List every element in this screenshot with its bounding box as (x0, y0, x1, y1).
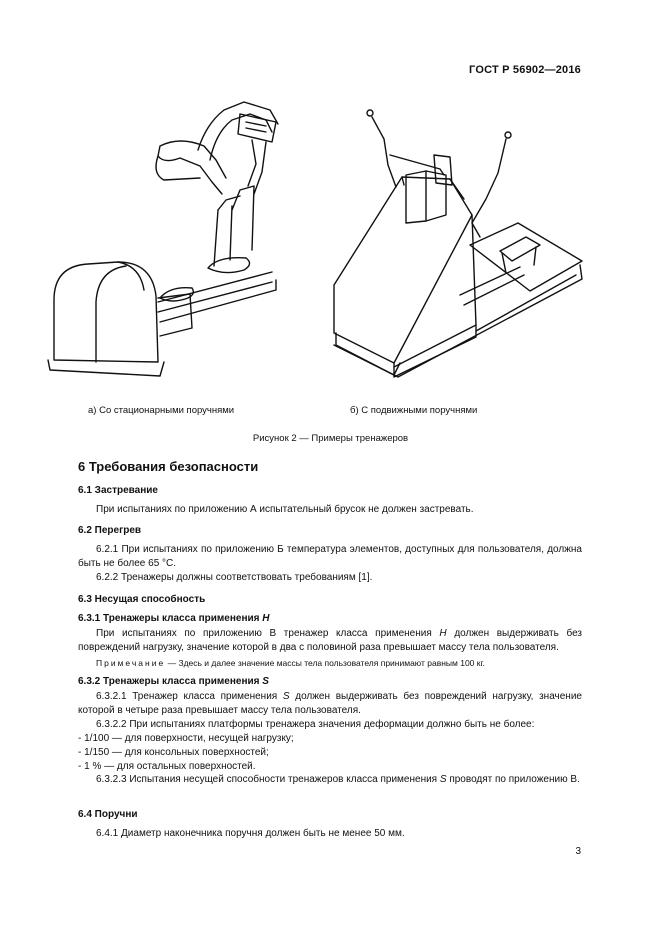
figure-stationary-handrails (40, 90, 300, 390)
standard-designation: ГОСТ Р 56902—2016 (469, 64, 581, 76)
page-number: 3 (575, 846, 581, 857)
pedal-rails (158, 272, 272, 312)
subsection-6-3-2-title: 6.3.2 Тренажеры класса применения S (78, 676, 269, 687)
paragraph-6-1: При испытаниях по приложению А испытательный брусок не должен застревать. (96, 504, 474, 515)
paragraph-6-3-2-1: 6.3.2.1 Тренажер класса применения S должен выдерживать без повреждений нагрузку, значение которой в четыре раза превышает массу тела пользователя. (78, 691, 582, 716)
column (214, 206, 232, 266)
paragraph-6-3-1: При испытаниях по приложению В тренажер класса применения H должен выдерживать без повреждений нагрузку, значение которой в два с половиной раза превышает массу тела пользователя. (78, 628, 583, 653)
caption-b: б) С подвижными поручнями (350, 405, 478, 416)
subsection-6-1-title: 6.1 Застревание (78, 485, 158, 496)
note: Примечание — Здесь и далее значение массы тела пользователя принимают равным 100 кг. (96, 658, 485, 668)
console (406, 171, 426, 223)
paragraph-6-3-2-3: 6.3.2.3 Испытания несущей способности тренажеров класса применения S проводят по приложению В. (96, 774, 580, 785)
list-item: - 1/100 — для поверхности, несущей нагрузку; (78, 733, 294, 744)
flywheel-housing (54, 262, 158, 362)
subsection-6-4-title: 6.4 Поручни (78, 809, 138, 820)
figure-movable-handrails (330, 105, 590, 395)
subsection-6-3-title: 6.3 Несущая способность (78, 594, 206, 605)
paragraph-6-4-1: 6.4.1 Диаметр наконечника поручня должен быть не менее 50 мм. (96, 828, 405, 839)
paragraph-6-3-2-2: 6.3.2.2 При испытаниях платформы тренажера значения деформации должно быть не более: (96, 719, 535, 730)
paragraph-6-2-2: 6.2.2 Тренажеры должны соответствовать требованиям [1]. (96, 572, 373, 583)
list-item: - 1/150 — для консольных поверхностей; (78, 747, 269, 758)
paragraph-6-2-1: 6.2.1 При испытаниях по приложению Б температура элементов, доступных для пользователя, должна быть не более 65 °С. (78, 544, 582, 569)
handrail (158, 141, 226, 194)
caption-a: а) Со стационарными поручнями (88, 405, 235, 416)
section-title: 6 Требования безопасности (78, 459, 259, 474)
figure-title: Рисунок 2 — Примеры тренажеров (252, 433, 409, 444)
list-item: - 1 % — для остальных поверхностей. (78, 761, 256, 772)
housing (334, 177, 472, 363)
left-movable-handrail (372, 117, 396, 187)
right-movable-handrail (472, 139, 506, 223)
subsection-6-3-1-title: 6.3.1 Тренажеры класса применения H (78, 613, 270, 624)
subsection-6-2-title: 6.2 Перегрев (78, 525, 142, 536)
